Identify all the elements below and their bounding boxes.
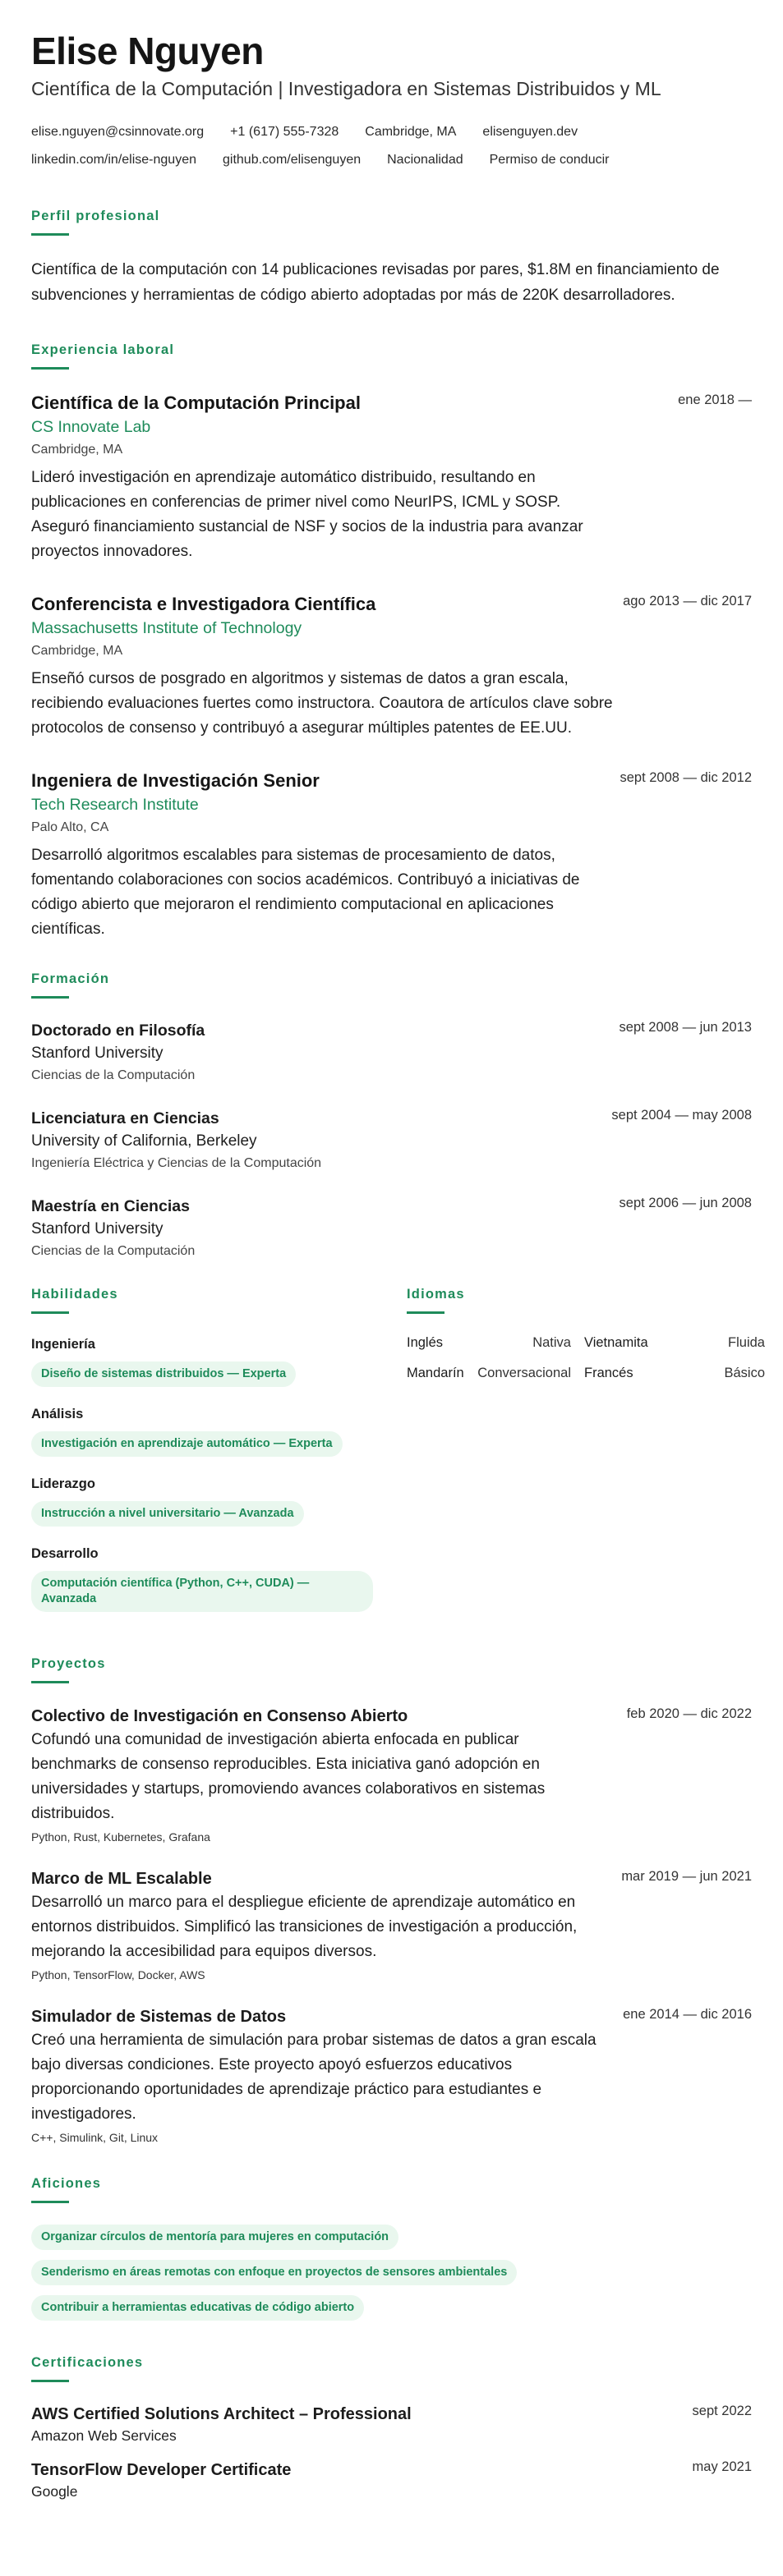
language-level: Conversacional: [477, 1366, 571, 1380]
language-item: [407, 1335, 571, 1351]
hobby-chip: Senderismo en áreas remotas con enfoque en proyectos de sensores ambientales: [31, 2260, 517, 2285]
project-date: mar 2019 — jun 2021: [621, 1869, 752, 1884]
certification-name: AWS Certified Solutions Architect – Professional: [31, 2405, 412, 2423]
section-title: Habilidades: [31, 1287, 118, 1302]
language-level: Fluida: [728, 1335, 765, 1350]
language-level: Básico: [724, 1366, 765, 1380]
project-title: Marco de ML Escalable: [31, 1870, 212, 1888]
skills-section: [31, 1285, 376, 1630]
job-date: ago 2013 — dic 2017: [623, 594, 752, 608]
field-of-study: Ingeniería Eléctrica y Ciencias de la Computación: [31, 1156, 322, 1170]
section-title: Certificaciones: [31, 2355, 144, 2370]
project-date: feb 2020 — dic 2022: [626, 1706, 752, 1721]
project-description: Desarrolló un marco para el despliegue eficiente de aprendizaje automático en entornos distribuidos. Simplificó las transiciones de investigación a producción, mejorando la accesibilidad para equipos diversos.: [31, 1894, 578, 1960]
project-description: Cofundó una comunidad de investigación abierta enfocada en publicar benchmarks de consenso reproducibles. Esta iniciativa ganó adopción en universidades y startups, promoviendo avances colaborativos en sistemas distribuidos.: [31, 1731, 546, 1822]
language-level: Nativa: [532, 1335, 571, 1350]
skill-category: Análisis: [31, 1407, 84, 1421]
language-item: [407, 1366, 571, 1381]
job-location: Palo Alto, CA: [31, 820, 109, 834]
certifications-section: [31, 2353, 752, 2502]
job-description: Desarrolló algoritmos escalables para sistemas de procesamiento de datos, fomentando colaboraciones con socios académicos. Contribuyó a iniciativas de código abierto que mejoraron el rendimiento computacional en aplicaciones científicas.: [31, 847, 580, 938]
skill-chip: Instrucción a nivel universitario — Avanzada: [31, 1501, 304, 1527]
hobby-chip: Organizar círculos de mentoría para mujeres en computación: [31, 2225, 398, 2250]
job-entry: [31, 769, 752, 942]
education-entry: [31, 1020, 752, 1086]
project-tech: Python, TensorFlow, Docker, AWS: [31, 1968, 205, 1981]
contact-phone[interactable]: +1 (617) 555-7328: [230, 125, 339, 139]
education-date: sept 2004 — may 2008: [611, 1108, 752, 1123]
certification-name: TensorFlow Developer Certificate: [31, 2461, 292, 2479]
project-tech: C++, Simulink, Git, Linux: [31, 2131, 159, 2144]
skill-category: Ingeniería: [31, 1337, 95, 1352]
school: Stanford University: [31, 1045, 164, 1062]
section-rule: [31, 1311, 69, 1314]
education-section: [31, 970, 752, 1262]
job-title: Científica de la Computación Principal: [31, 393, 361, 413]
project-entry: [31, 1705, 752, 1846]
job-organization: CS Innovate Lab: [31, 418, 151, 436]
certification-issuer: Amazon Web Services: [31, 2427, 177, 2444]
section-title: Aficiones: [31, 2176, 102, 2191]
certification-entry: [31, 2459, 752, 2502]
job-description: Lideró investigación en aprendizaje automático distribuido, resultando en publicaciones en conferencias de primer nivel como NeurIPS, ICML y SOSP. Aseguró financiamiento sustancial de NSF y socios de la industria para avanzar proyectos innovadores.: [31, 469, 583, 560]
section-rule: [31, 996, 69, 999]
language-item: [584, 1335, 765, 1351]
section-rule: [31, 2380, 69, 2382]
contact-location: Cambridge, MA: [365, 125, 457, 139]
language-list: [407, 1335, 765, 1381]
headline: Científica de la Computación | Investigadora en Sistemas Distribuidos y ML: [31, 78, 661, 99]
contact-website[interactable]: elisenguyen.dev: [482, 125, 578, 139]
degree: Doctorado en Filosofía: [31, 1022, 205, 1040]
skill-chip: Diseño de sistemas distribuidos — Experta: [31, 1361, 296, 1387]
education-date: sept 2006 — jun 2008: [619, 1196, 752, 1210]
contact-linkedin[interactable]: linkedin.com/in/elise-nguyen: [31, 153, 196, 167]
field-of-study: Ciencias de la Computación: [31, 1068, 196, 1082]
section-rule: [31, 1681, 69, 1683]
project-entry: [31, 2005, 752, 2147]
project-entry: [31, 1867, 752, 1984]
language-item: [584, 1366, 765, 1381]
job-organization: Massachusetts Institute of Technology: [31, 619, 302, 637]
job-description: Enseñó cursos de posgrado en algoritmos y sistemas de datos a gran escala, recibiendo evaluaciones fuertes como instructora. Coautora de artículos clave sobre protocolos de consenso y contribuyó a asegurar múltiples patentes de EE.UU.: [31, 670, 613, 737]
hobby-chip: Contribuir a herramientas educativas de código abierto: [31, 2295, 364, 2321]
section-title: Proyectos: [31, 1656, 106, 1671]
language-name: Inglés: [407, 1335, 444, 1350]
skill-chip: Investigación en aprendizaje automático — Experta: [31, 1431, 343, 1457]
job-date: sept 2008 — dic 2012: [619, 770, 752, 785]
certification-date: may 2021: [692, 2459, 752, 2474]
skill-group: [31, 1475, 376, 1527]
certification-issuer: Google: [31, 2483, 78, 2500]
job-organization: Tech Research Institute: [31, 796, 199, 814]
job-location: Cambridge, MA: [31, 443, 123, 457]
education-entry: [31, 1108, 752, 1174]
section-rule: [407, 1311, 444, 1314]
project-description: Creó una herramienta de simulación para probar sistemas de datos a gran escala bajo diversas condiciones. Este proyecto apoyó esfuerzos educativos proporcionando oportunidades de aprendizaje práctico para estudiantes e investigadores.: [31, 2032, 596, 2123]
job-location: Cambridge, MA: [31, 644, 123, 658]
skill-group: [31, 1545, 376, 1612]
contact-email[interactable]: elise.nguyen@csinnovate.org: [31, 125, 205, 139]
skill-chip: Computación científica (Python, C++, CUDA) — Avanzada: [31, 1571, 373, 1612]
summary-section: [31, 207, 752, 308]
job-title: Ingeniera de Investigación Senior: [31, 770, 320, 791]
project-title: Colectivo de Investigación en Consenso Abierto: [31, 1707, 408, 1725]
education-date: sept 2008 — jun 2013: [619, 1020, 752, 1035]
skill-category: Desarrollo: [31, 1546, 99, 1561]
certification-entry: [31, 2404, 752, 2446]
job-title: Conferencista e Investigadora Científica: [31, 594, 376, 614]
skill-category: Liderazgo: [31, 1476, 95, 1491]
contact-github[interactable]: github.com/elisenguyen: [223, 153, 362, 167]
certification-date: sept 2022: [692, 2404, 752, 2418]
job-entry: [31, 391, 752, 564]
education-entry: [31, 1196, 752, 1262]
contact-list: [31, 118, 705, 174]
job-date: ene 2018 —: [678, 393, 752, 407]
language-name: Mandarín: [407, 1366, 464, 1380]
section-title: Experiencia laboral: [31, 342, 175, 357]
section-rule: [31, 233, 69, 236]
language-name: Francés: [584, 1366, 633, 1380]
person-name: Elise Nguyen: [31, 30, 264, 72]
skills-languages-row: [31, 1285, 765, 1630]
section-rule: [31, 367, 69, 370]
hobbies-section: [31, 2174, 752, 2321]
project-date: ene 2014 — dic 2016: [623, 2007, 752, 2022]
skill-group: [31, 1405, 376, 1457]
project-title: Simulador de Sistemas de Datos: [31, 2008, 287, 2026]
section-title: Idiomas: [407, 1287, 465, 1302]
section-title: Perfil profesional: [31, 209, 160, 223]
languages-section: [407, 1285, 765, 1630]
projects-section: [31, 1655, 752, 2147]
school: Stanford University: [31, 1220, 164, 1237]
degree: Maestría en Ciencias: [31, 1197, 190, 1215]
language-name: Vietnamita: [584, 1335, 648, 1350]
summary-text: Científica de la computación con 14 publicaciones revisadas por pares, $1.8M en financiamiento de subvenciones y herramientas de código abierto adoptadas por más de 220K desarrolladores.: [31, 261, 720, 304]
degree: Licenciatura en Ciencias: [31, 1109, 219, 1127]
job-entry: [31, 592, 752, 741]
school: University of California, Berkeley: [31, 1132, 257, 1150]
skill-group: [31, 1335, 376, 1387]
project-tech: Python, Rust, Kubernetes, Grafana: [31, 1830, 210, 1844]
section-title: Formación: [31, 971, 110, 986]
section-rule: [31, 2201, 69, 2203]
contact-nationality: Nacionalidad: [387, 153, 463, 167]
experience-section: [31, 341, 752, 942]
field-of-study: Ciencias de la Computación: [31, 1244, 196, 1258]
contact-license: Permiso de conducir: [489, 153, 610, 167]
